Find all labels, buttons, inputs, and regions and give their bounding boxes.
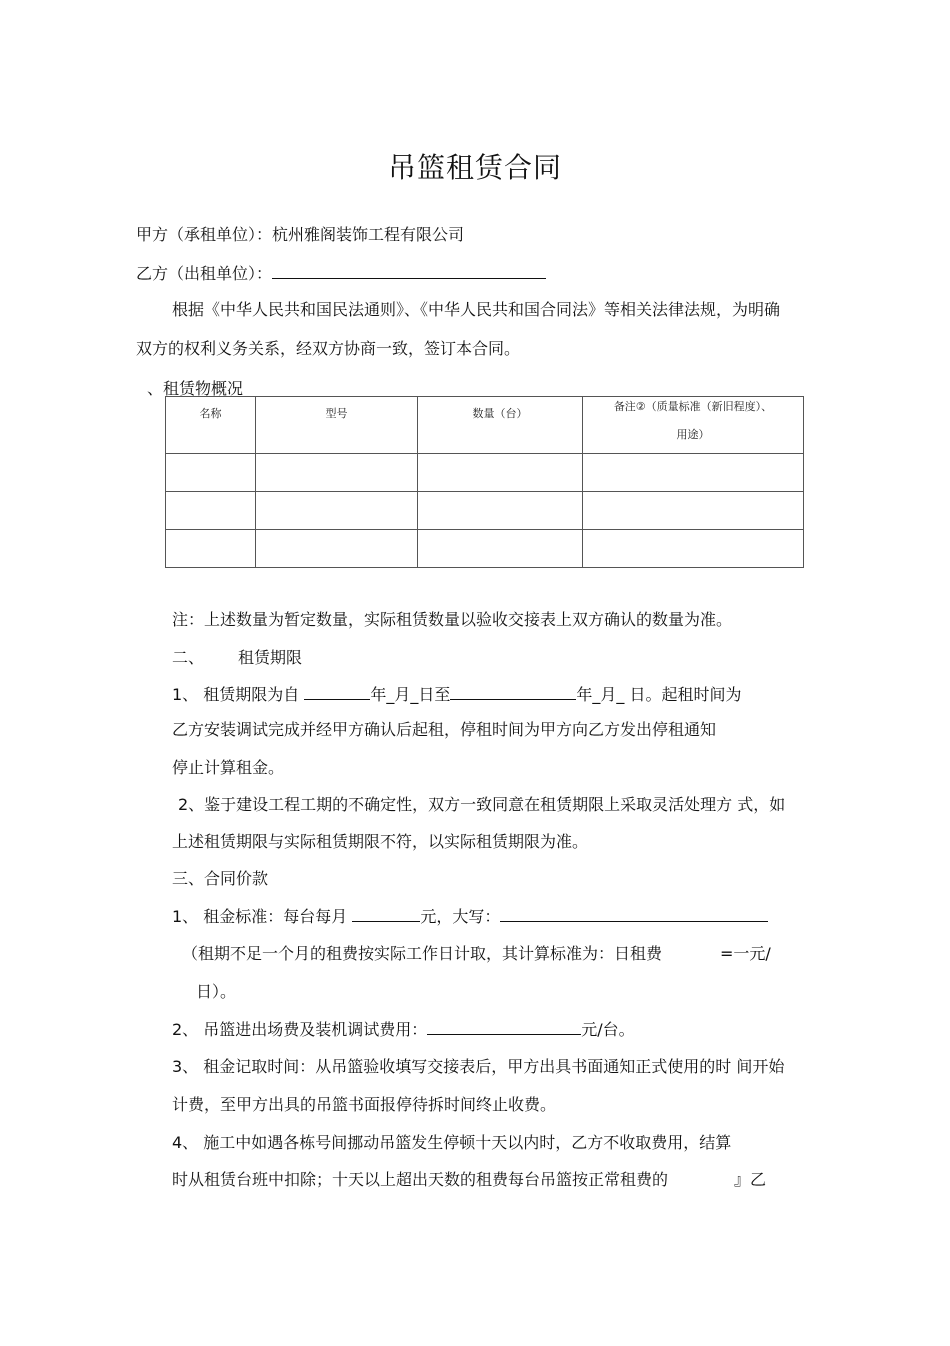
table-row [166, 454, 804, 492]
section-1-title: 、租赁物概况 [147, 379, 244, 398]
s3-item2-line: 2、 吊篮进出场费及装机调试费用： 元/台。 [172, 1020, 635, 1039]
party-b-label: 乙方（出租单位）： [136, 264, 273, 283]
end-date-blank [450, 683, 576, 700]
start-date-blank [304, 683, 370, 700]
table-cell [256, 492, 418, 530]
table-cell [256, 454, 418, 492]
s2-item1-line3: 停止计算租金。 [172, 758, 285, 777]
s3-item4-line2: 时从租赁台班中扣除；十天以上超出天数的租费每台吊篮按正常租费的 』乙 [172, 1170, 767, 1189]
quantity-note: 注：上述数量为暂定数量，实际租赁数量以验收交接表上双方确认的数量为准。 [172, 610, 733, 629]
document-title: 吊篮租赁合同 [387, 151, 562, 184]
table-cell [418, 492, 583, 530]
entry-fee-blank [427, 1018, 581, 1035]
section-2-number: 二、 [172, 648, 205, 667]
table-cell [583, 492, 804, 530]
table-cell [166, 492, 256, 530]
party-b-line [136, 262, 546, 285]
party-a-line: 甲方（承租单位）：杭州雅阁装饰工程有限公司 [136, 225, 465, 244]
amount-in-words-blank [500, 905, 768, 922]
table-cell [418, 454, 583, 492]
table-header-cell: 备注②（质量标准（新旧程度）、 用途） [583, 397, 804, 454]
s2-item1-line2: 乙方安装调试完成并经甲方确认后起租，停租时间为甲方向乙方发出停租通知 [172, 720, 717, 739]
s2-item1-line1: 1、 租赁期限为自 年_月_日至 年_月_ 日。起租时间为 [172, 685, 742, 704]
section-3-title: 三、合同价款 [172, 869, 269, 888]
s3-item1-line1: 1、 租金标准：每台每月 元，大写： [172, 905, 768, 928]
table-cell [418, 530, 583, 568]
table-cell [166, 530, 256, 568]
table-cell [583, 530, 804, 568]
s3-item1-line3: 日）。 [196, 982, 237, 1001]
s3-item3-line2: 计费，至甲方出具的吊篮书面报停待拆时间终止收费。 [172, 1095, 557, 1114]
s3-item1-line2: （租期不足一个月的租费按实际工作日计取，其计算标准为：日租费 =一元/ [182, 944, 771, 963]
table-header-cell: 名称 [166, 397, 256, 454]
preamble-line-2: 双方的权利义务关系，经双方协商一致，签订本合同。 [136, 339, 521, 358]
table-cell [583, 454, 804, 492]
table-row [166, 530, 804, 568]
s2-item2-line1: 2、鉴于建设工程工期的不确定性，双方一致同意在租赁期限上采取灵活处理方 式，如 [178, 795, 786, 814]
lease-items-table [165, 396, 804, 568]
section-2-title: 租赁期限 [238, 648, 303, 667]
table-header-cell: 数量（台） [418, 397, 583, 454]
party-b-blank [272, 262, 546, 279]
table-row [166, 492, 804, 530]
s2-item2-line2: 上述租赁期限与实际租赁期限不符，以实际租赁期限为准。 [172, 832, 589, 851]
preamble-line-1: 根据《中华人民共和国民法通则》、《中华人民共和国合同法》等相关法律法规，为明确 [172, 300, 781, 319]
s3-item3-line1: 3、 租金记取时间：从吊篮验收填写交接表后，甲方出具书面通知正式使用的时 间开始 [172, 1057, 785, 1076]
table-cell [256, 530, 418, 568]
table-header-row [166, 397, 804, 454]
s3-item4-line1: 4、 施工中如遇各栋号间挪动吊篮发生停顿十天以内时，乙方不收取费用，结算 [172, 1133, 732, 1152]
monthly-rent-blank [352, 905, 420, 922]
table-header-cell: 型号 [256, 397, 418, 454]
table-cell [166, 454, 256, 492]
